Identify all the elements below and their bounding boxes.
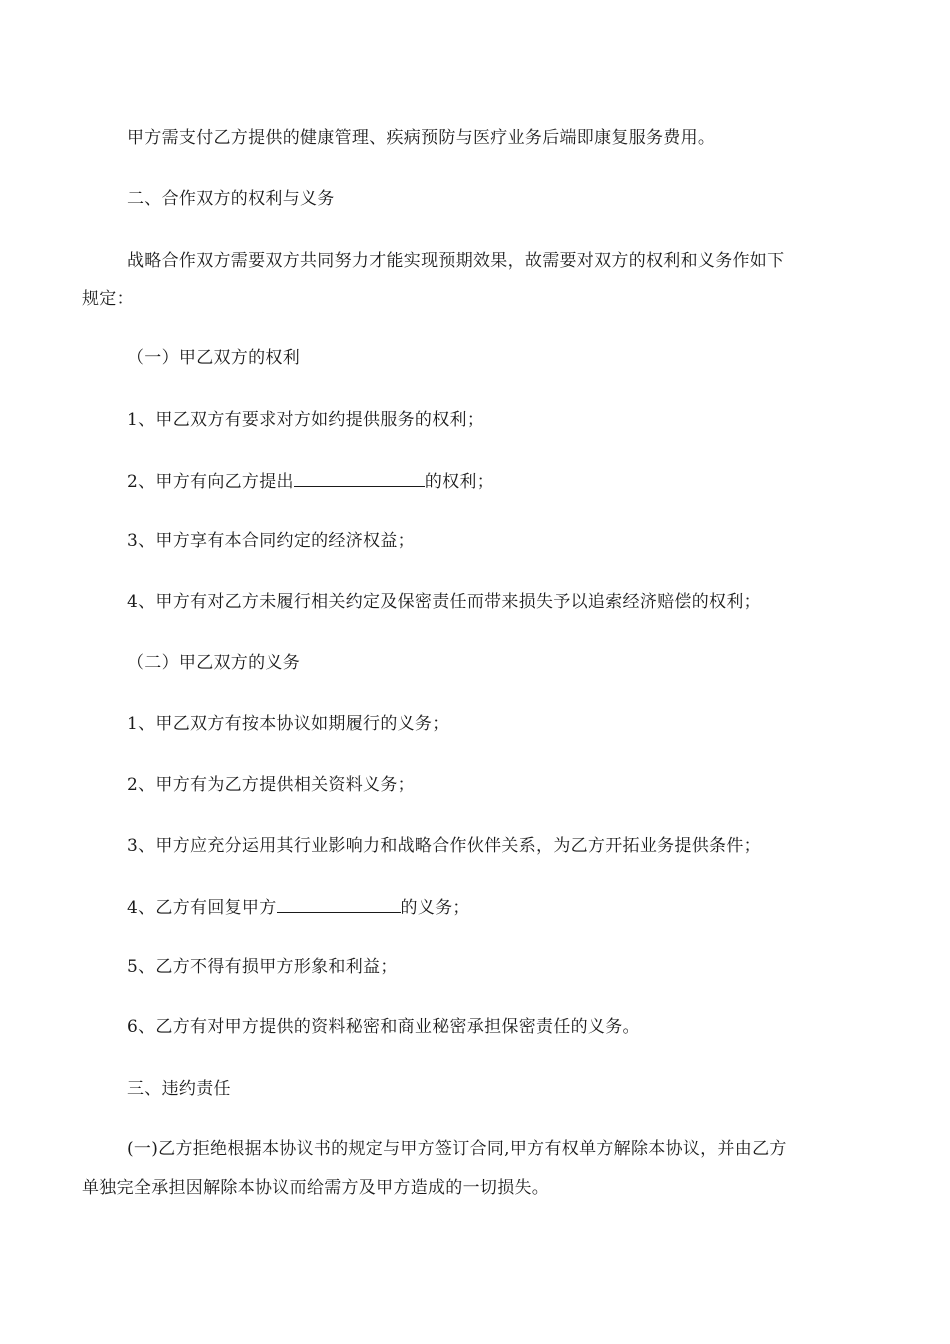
fill-in-blank bbox=[294, 470, 425, 487]
paragraph-intro-line1: 战略合作双方需要双方共同努力才能实现预期效果，故需要对双方的权利和义务作如下 bbox=[127, 251, 785, 271]
duties-item-6: 6、乙方有对甲方提供的资料秘密和商业秘密承担保密责任的义务。 bbox=[127, 1017, 640, 1037]
rights-item-2-pre: 2、甲方有向乙方提出 bbox=[127, 472, 294, 492]
paragraph-breach-line1: (一)乙方拒绝根据本协议书的规定与甲方签订合同,甲方有权单方解除本协议，并由乙方 bbox=[127, 1139, 787, 1159]
paragraph-intro-line2: 规定： bbox=[82, 289, 134, 309]
duties-item-2: 2、甲方有为乙方提供相关资料义务； bbox=[127, 775, 415, 795]
rights-item-1: 1、甲乙双方有要求对方如约提供服务的权利； bbox=[127, 410, 485, 430]
section-heading-breach: 三、违约责任 bbox=[127, 1079, 231, 1099]
duties-item-4 bbox=[127, 896, 470, 918]
duties-item-3: 3、甲方应充分运用其行业影响力和战略合作伙伴关系，为乙方开拓业务提供条件； bbox=[127, 836, 761, 856]
rights-item-2-post: 的权利； bbox=[424, 472, 495, 492]
duties-item-4-pre: 4、乙方有回复甲方 bbox=[127, 898, 277, 918]
paragraph-fee: 甲方需支付乙方提供的健康管理、疾病预防与医疗业务后端即康复服务费用。 bbox=[127, 128, 716, 148]
duties-item-5: 5、乙方不得有损甲方形象和利益； bbox=[127, 957, 398, 977]
rights-item-3: 3、甲方享有本合同约定的经济权益； bbox=[127, 531, 415, 551]
paragraph-breach-line2: 单独完全承担因解除本协议而给需方及甲方造成的一切损失。 bbox=[82, 1178, 550, 1198]
duties-item-1: 1、甲乙双方有按本协议如期履行的义务； bbox=[127, 714, 450, 734]
rights-item-4: 4、甲方有对乙方未履行相关约定及保密责任而带来损失予以追索经济赔偿的权利； bbox=[127, 592, 761, 612]
rights-item-2 bbox=[127, 470, 494, 492]
duties-item-4-post: 的义务； bbox=[400, 898, 470, 918]
subheading-rights: （一）甲乙双方的权利 bbox=[127, 348, 300, 368]
subheading-duties: （二）甲乙双方的义务 bbox=[127, 653, 300, 673]
section-heading-rights-duties: 二、合作双方的权利与义务 bbox=[127, 189, 335, 209]
fill-in-blank bbox=[277, 896, 401, 913]
